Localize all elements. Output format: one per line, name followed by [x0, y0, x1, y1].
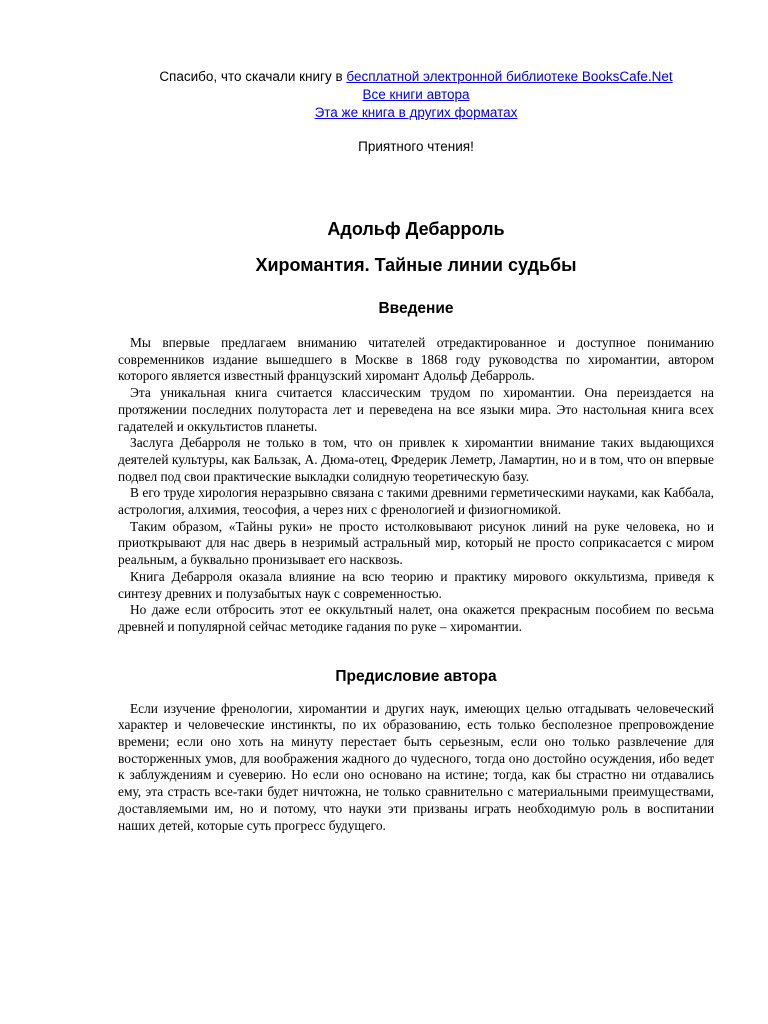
introduction-heading: Введение [378, 300, 454, 317]
author-books-link[interactable]: Все книги автора [362, 87, 470, 102]
intro-paragraph-7: Но даже если отбросить этот ее оккультный налет, она окажется прекрасным пособием по весьма древней и популярной сейчас методике гадания по руке – хиромантии. [118, 602, 714, 634]
introduction-text [118, 335, 714, 636]
other-formats-line [118, 104, 714, 122]
author-books-line [118, 86, 714, 104]
preface-text [118, 701, 714, 835]
document-page [118, 0, 714, 834]
download-notice [118, 68, 714, 156]
intro-paragraph-1: Мы впервые предлагаем вниманию читателей отредактированное и доступное пониманию современников издание вышедшего в Москве в 1868 году руководства по хиромантии, автором которого является известный французский хиромант Адольф Дебарроль. [118, 335, 714, 384]
intro-paragraph-6: Книга Дебарроля оказала влияние на всю теорию и практику мирового оккультизма, приведя к синтезу древних и полузабытых наук с современностью. [118, 568, 714, 601]
thanks-line [118, 68, 714, 86]
library-link[interactable]: бесплатной электронной библиотеке BooksCafe.Net [346, 69, 673, 84]
thanks-text: Спасибо, что скачали книгу в [159, 69, 347, 84]
intro-paragraph-4: В его труде хирология неразрывно связана с такими древними герметическими науками, как Каббала, астрология, алхимия, теософия, а через них с френологией и физиогномикой. [118, 485, 714, 518]
book-author: Адольф Дебарроль [327, 219, 505, 239]
other-formats-link[interactable]: Эта же книга в других форматах [314, 105, 518, 120]
intro-paragraph-2: Эта уникальная книга считается классическим трудом по хиромантии. Она переиздается на протяжении последних полутораста лет и переведена на все языки мира. Это настольная книга всех гадателей и оккультистов планеты. [118, 385, 714, 434]
intro-paragraph-3: Заслуга Дебарроля не только в том, что он привлек к хиромантии внимание таких выдающихся деятелей культуры, как Бальзак, А. Дюма-отец, Фредерик Леметр, Ламартин, но и в том, что он впервые подвел под свои практические выкладки солидную теоретическую базу. [118, 435, 714, 484]
book-title: Хиромантия. Тайные линии судьбы [255, 255, 577, 275]
enjoy-reading-text: Приятного чтения! [358, 139, 474, 154]
preface-paragraph-1: Если изучение френологии, хиромантии и других наук, имеющих целью отгадывать человеческий характер и человеческие инстинкты, по их образованию, есть только бесполезное препровождение времени; если оно хоть на минуту перестает быть серьезным, если оно только развлечение для восторженных умов, для воображения жадного до чудесного, тогда оно достойно осуждения, ибо ведет к заблуждениям и суеверию. Но если оно основано на истине; тогда, как бы страстно ни отдавались ему, эта страсть все-таки будет ничтожна, не только сравнительно с материальными преимуществами, доставляемыми им, но и потому, что науки эти призваны играть необходимую роль в воспитании наших детей, которые суть прогресс будущего. [118, 700, 714, 833]
intro-paragraph-5: Таким образом, «Тайны руки» не просто истолковывают рисунок линий на руке человека, но и приоткрывают для нас дверь в незримый астральный мир, который не просто соприкасается с миром реальным, а буквально пронизывает его насквозь. [118, 518, 714, 568]
preface-heading: Предисловие автора [335, 667, 497, 685]
